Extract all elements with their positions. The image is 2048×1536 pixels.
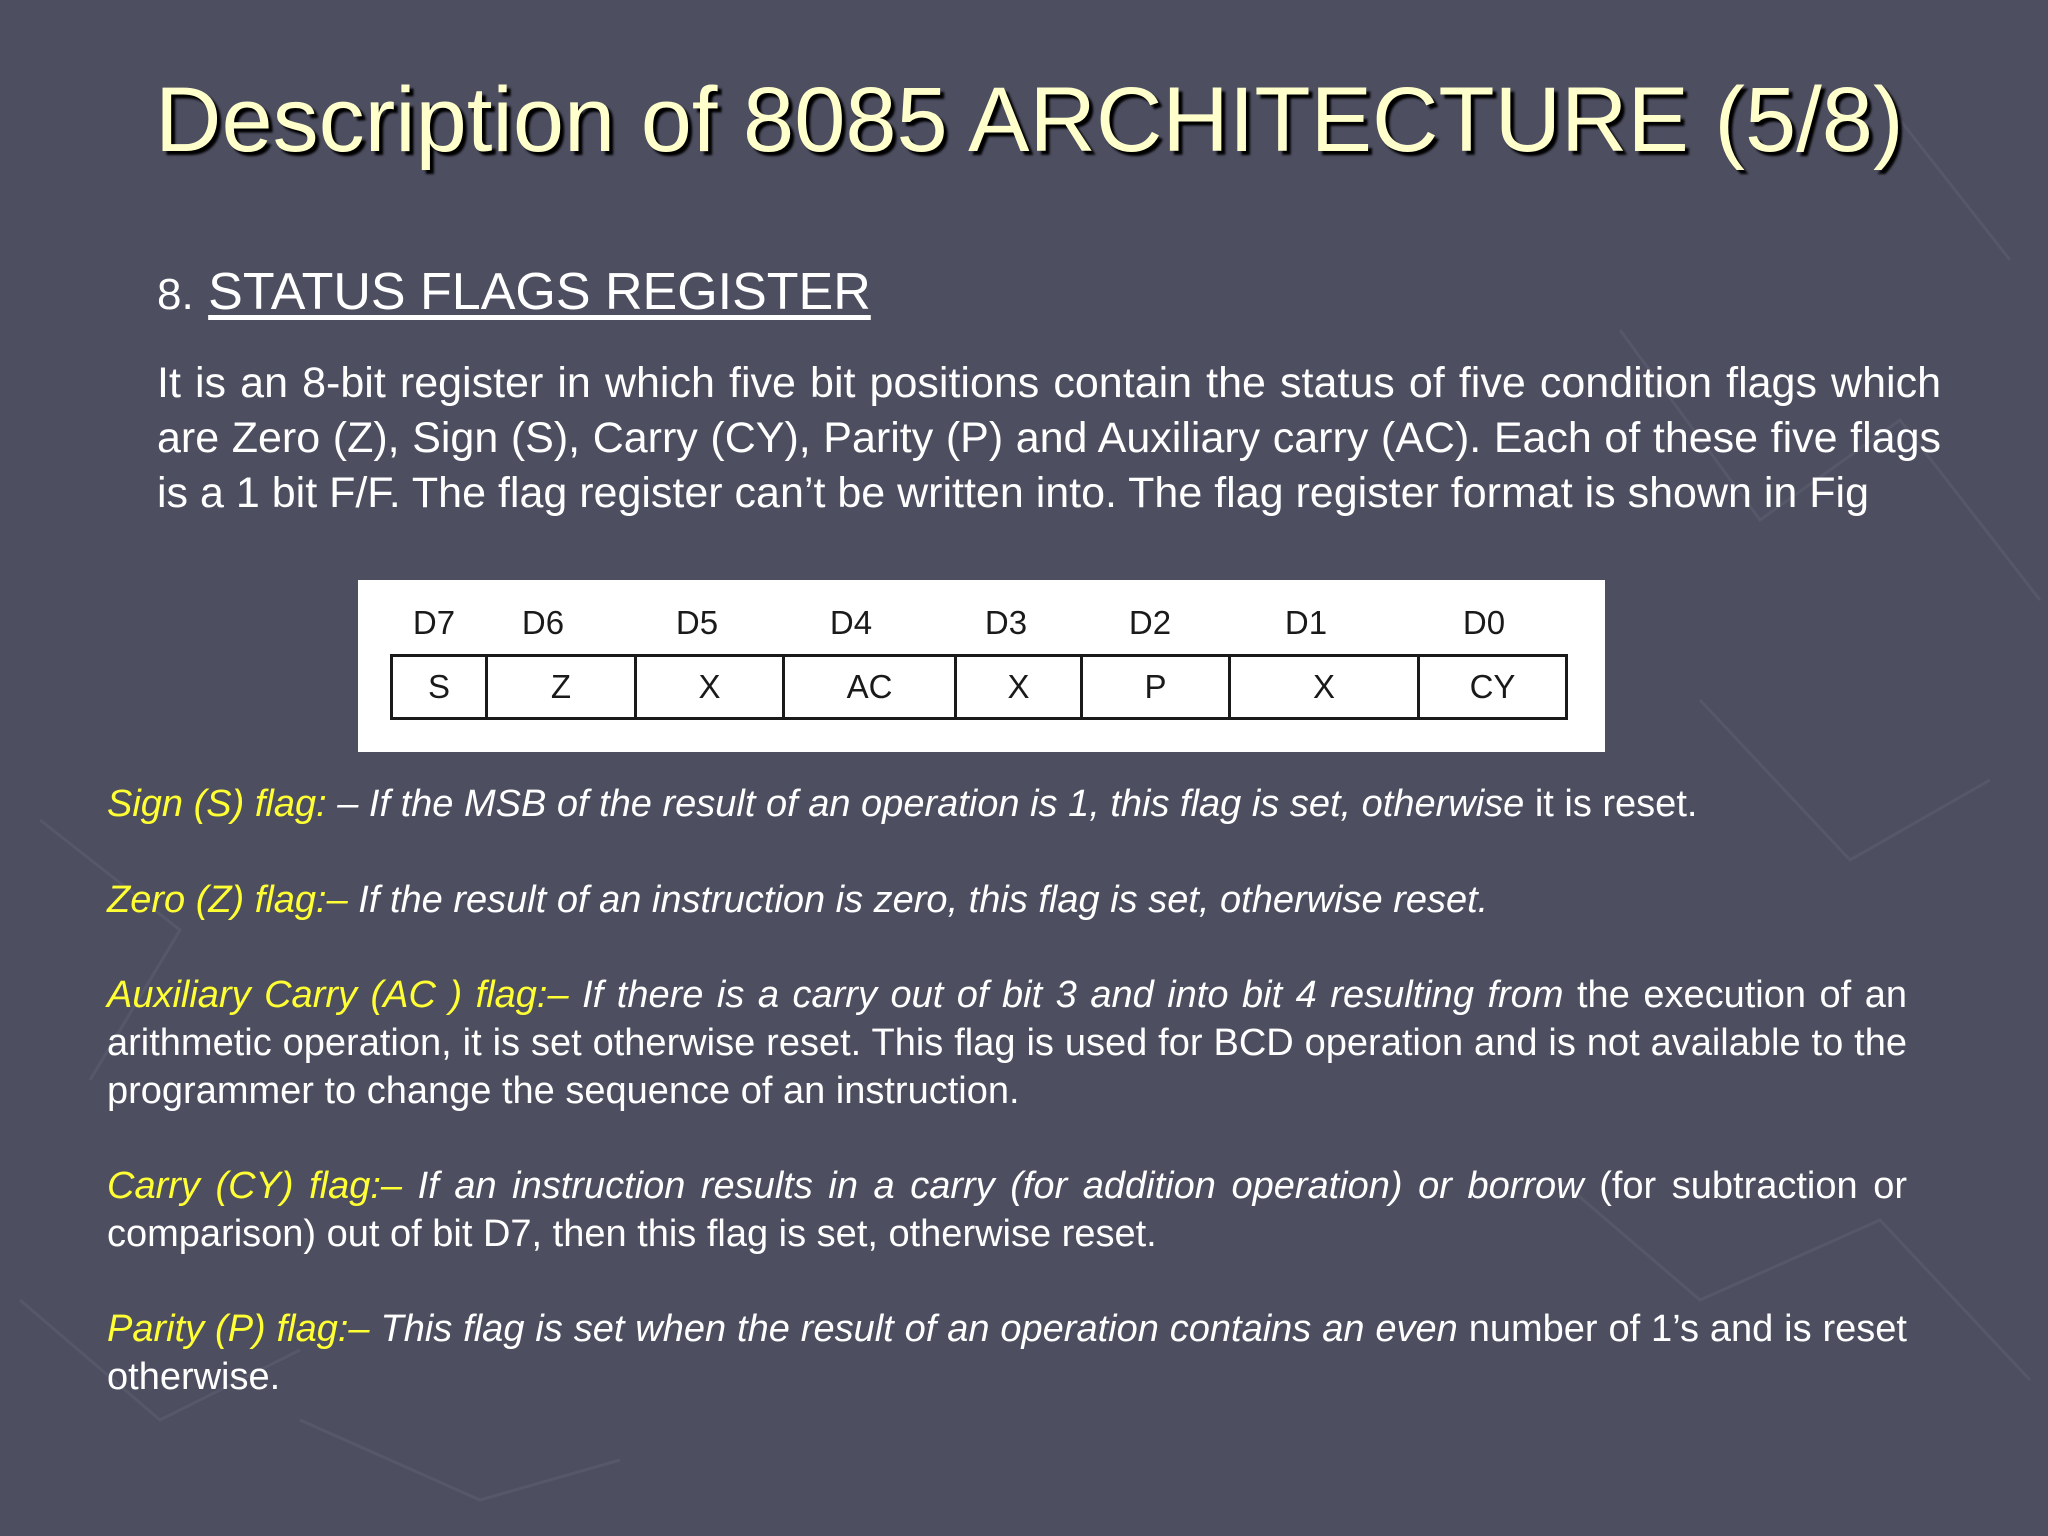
- bit-label: D6: [521, 604, 565, 641]
- parity-flag-description: [107, 1305, 1907, 1401]
- register-cell: Z: [488, 657, 637, 717]
- slide-title: Description of 8085 ARCHITECTURE (5/8): [155, 69, 1904, 171]
- flag-name: Auxiliary Carry (AC ) flag:–: [107, 974, 569, 1016]
- bit-label: D1: [1284, 604, 1328, 641]
- flag-italic-text: If there is a carry out of bit 3 and into bit 4 resulting from: [568, 974, 1564, 1016]
- bit-label: D7: [412, 604, 456, 641]
- zero-flag-description: [107, 876, 1907, 924]
- bit-label: D0: [1462, 604, 1506, 641]
- register-cell: X: [1231, 657, 1420, 717]
- flag-italic-text: This flag is set when the result of an operation contains an even: [369, 1308, 1469, 1350]
- flag-text: number of 1’s and is reset otherwise.: [107, 1308, 1907, 1398]
- flag-italic-text: If the result of an instruction is zero, this flag is set, otherwise reset.: [347, 879, 1489, 921]
- register-cell: AC: [785, 657, 957, 717]
- flag-text: it is reset.: [1524, 783, 1698, 825]
- bit-label: D3: [984, 604, 1028, 641]
- register-cell: CY: [1469, 668, 1516, 705]
- bit-label: D4: [829, 604, 873, 641]
- carry-flag-description: [107, 1162, 1907, 1258]
- flag-name: Carry (CY) flag:–: [107, 1165, 403, 1207]
- register-cells: [390, 654, 1568, 720]
- register-cell: S: [393, 657, 488, 717]
- register-cell: X: [637, 657, 785, 717]
- section-heading-text: STATUS FLAGS REGISTER: [208, 263, 871, 321]
- register-cell: P: [1083, 657, 1231, 717]
- section-number: 8.: [157, 270, 194, 319]
- section-heading: [157, 262, 871, 322]
- flag-name: Zero (Z) flag:–: [107, 879, 348, 921]
- intro-paragraph: It is an 8-bit register in which five bit positions contain the status of five condition flags which are Zero (Z), Sign (S), Carry (CY), Parity (P) and Auxiliary carry (AC). Each of these five flags is a 1 bit F/F. The flag register can’t be written into. The flag register format is shown in Fig: [157, 359, 1941, 517]
- bit-label: D2: [1128, 604, 1172, 641]
- register-cell: X: [957, 657, 1083, 717]
- flag-text: (for subtraction or comparison) out of bit D7, then this flag is set, otherwise reset.: [107, 1165, 1907, 1255]
- aux-carry-flag-description: [107, 971, 1907, 1115]
- flag-italic-text: – If the MSB of the result of an operation is 1, this flag is set, otherwise: [326, 783, 1525, 825]
- bit-label: D5: [675, 604, 719, 641]
- sign-flag-description: [107, 780, 1907, 828]
- flag-name: Parity (P) flag:–: [107, 1308, 370, 1350]
- flag-text: the execution of an arithmetic operation, it is set otherwise reset. This flag is used for BCD operation and is not available to the programmer to change the sequence of an instruction.: [107, 974, 1908, 1112]
- flag-italic-text: If an instruction results in a carry (for addition operation) or borrow: [402, 1165, 1584, 1207]
- flag-name: Sign (S) flag:: [107, 783, 327, 825]
- flag-register-figure: [358, 580, 1605, 752]
